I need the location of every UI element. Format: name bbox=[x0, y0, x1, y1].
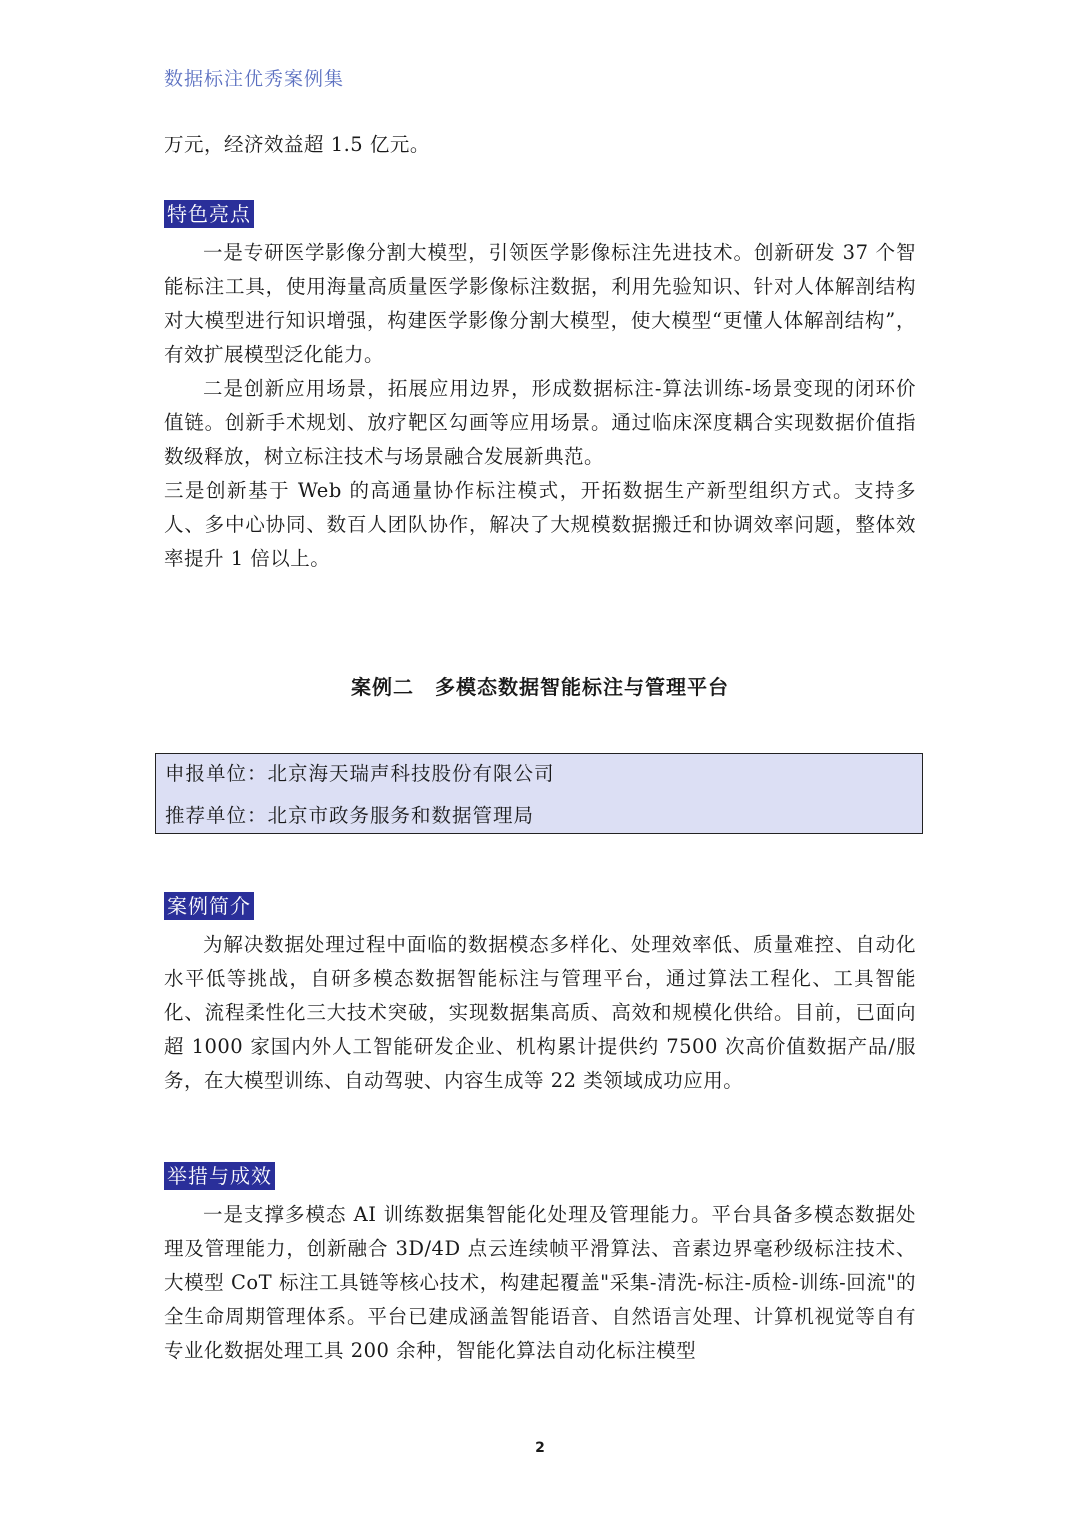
section-tag-measures: 举措与成效 bbox=[164, 1162, 275, 1190]
measures-section bbox=[164, 1162, 916, 1368]
measures-paragraph: 一是支撑多模态 AI 训练数据集智能化处理及管理能力。平台具备多模态数据处理及管理能力，创新融合 3D/4D 点云连续帧平滑算法、音素边界毫秒级标注技术、大模型 CoT 标注工具链等核心技术，构建起覆盖"采集-清洗-标注-质检-训练-回流"的全生命周期管理体系。平台已建成涵盖智能语音、自然语言处理、计算机视觉等自有专业化数据处理工具 200 余种，智能化算法自动化标注模型 bbox=[164, 1203, 916, 1362]
highlight-paragraph-3: 三是创新基于 Web 的高通量协作标注模式，开拓数据生产新型组织方式。支持多人、多中心协同、数百人团队协作，解决了大规模数据搬迁和协调效率问题，整体效率提升 1 倍以上。 bbox=[164, 479, 916, 570]
summary-section bbox=[164, 892, 916, 1098]
page-number: 2 bbox=[535, 1440, 545, 1456]
applicant-line: 申报单位：北京海天瑞声科技股份有限公司 bbox=[165, 762, 555, 785]
section-tag-summary: 案例简介 bbox=[164, 892, 254, 920]
page-content bbox=[164, 128, 916, 576]
summary-paragraph: 为解决数据处理过程中面临的数据模态多样化、处理效率低、质量难控、自动化水平低等挑战，自研多模态数据智能标注与管理平台，通过算法工程化、工具智能化、流程柔性化三大技术突破，实现数据集高质、高效和规模化供给。目前，已面向超 1000 家国内外人工智能研发企业、机构累计提供约 7500 次高价值数据产品/服务，在大模型训练、自动驾驶、内容生成等 22 类领域成功应用。 bbox=[164, 933, 916, 1092]
highlight-paragraph-2: 二是创新应用场景，拓展应用边界，形成数据标注-算法训练-场景变现的闭环价值链。创新手术规划、放疗靶区勾画等应用场景。通过临床深度耦合实现数据价值指数级释放，树立标注技术与场景融合发展新典范。 bbox=[164, 377, 916, 468]
case-info-box bbox=[155, 753, 923, 834]
section-tag-highlights: 特色亮点 bbox=[164, 200, 254, 228]
recommender-line: 推荐单位：北京市政务服务和数据管理局 bbox=[165, 804, 535, 827]
running-header: 数据标注优秀案例集 bbox=[164, 68, 345, 90]
case-title: 案例二 多模态数据智能标注与管理平台 bbox=[351, 675, 729, 699]
intro-line: 万元，经济效益超 1.5 亿元。 bbox=[164, 133, 430, 156]
highlight-paragraph-1: 一是专研医学影像分割大模型，引领医学影像标注先进技术。创新研发 37 个智能标注工具，使用海量高质量医学影像标注数据，利用先验知识、针对人体解剖结构对大模型进行知识增强，构建医学影像分割大模型，使大模型“更懂人体解剖结构”，有效扩展模型泛化能力。 bbox=[164, 241, 916, 366]
